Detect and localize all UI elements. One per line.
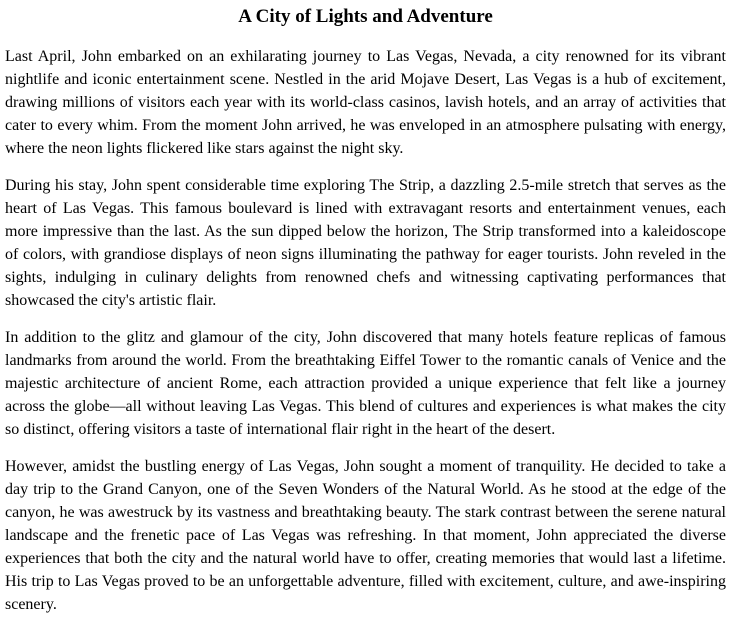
paragraph-1: Last April, John embarked on an exhilarating journey to Las Vegas, Nevada, a city renowned for its vibrant nightlife and iconic entertainment scene. Nestled in the arid Mojave Desert, Las Vegas is a hub of excitement, drawing millions of visitors each year with its world-class casinos, lavish hotels, and an array of activities that cater to every whim. From the moment John arrived, he was enveloped in an atmosphere pulsating with energy, where the neon lights flickered like stars against the night sky. [5, 48, 726, 157]
paragraph-2: During his stay, John spent considerable time exploring The Strip, a dazzling 2.5-mile stretch that serves as the heart of Las Vegas. This famous boulevard is lined with extravagant resorts and entertainment venues, each more impressive than the last. As the sun dipped below the horizon, The Strip transformed into a kaleidoscope of colors, with grandiose displays of neon signs illuminating the pathway for eager tourists. John reveled in the sights, indulging in culinary delights from renowned chefs and witnessing captivating performances that showcased the city's artistic flair. [5, 177, 726, 309]
paragraph-4: However, amidst the bustling energy of Las Vegas, John sought a moment of tranquility. He decided to take a day trip to the Grand Canyon, one of the Seven Wonders of the Natural World. As he stood at the edge of the canyon, he was awestruck by its vastness and breathtaking beauty. The stark contrast between the serene natural landscape and the frenetic pace of Las Vegas was refreshing. In that moment, John appreciated the diverse experiences that both the city and the natural world have to offer, creating memories that would last a lifetime. His trip to Las Vegas proved to be an unforgettable adventure, filled with excitement, culture, and awe-inspiring scenery. [5, 458, 726, 613]
document-title: A City of Lights and Adventure [238, 6, 493, 27]
paragraph-3: In addition to the glitz and glamour of the city, John discovered that many hotels feature replicas of famous landmarks from around the world. From the breathtaking Eiffel Tower to the romantic canals of Venice and the majestic architecture of ancient Rome, each attraction provided a unique experience that felt like a journey across the globe—all without leaving Las Vegas. This blend of cultures and experiences is what makes the city so distinct, offering visitors a taste of international flair right in the heart of the desert. [5, 329, 726, 438]
